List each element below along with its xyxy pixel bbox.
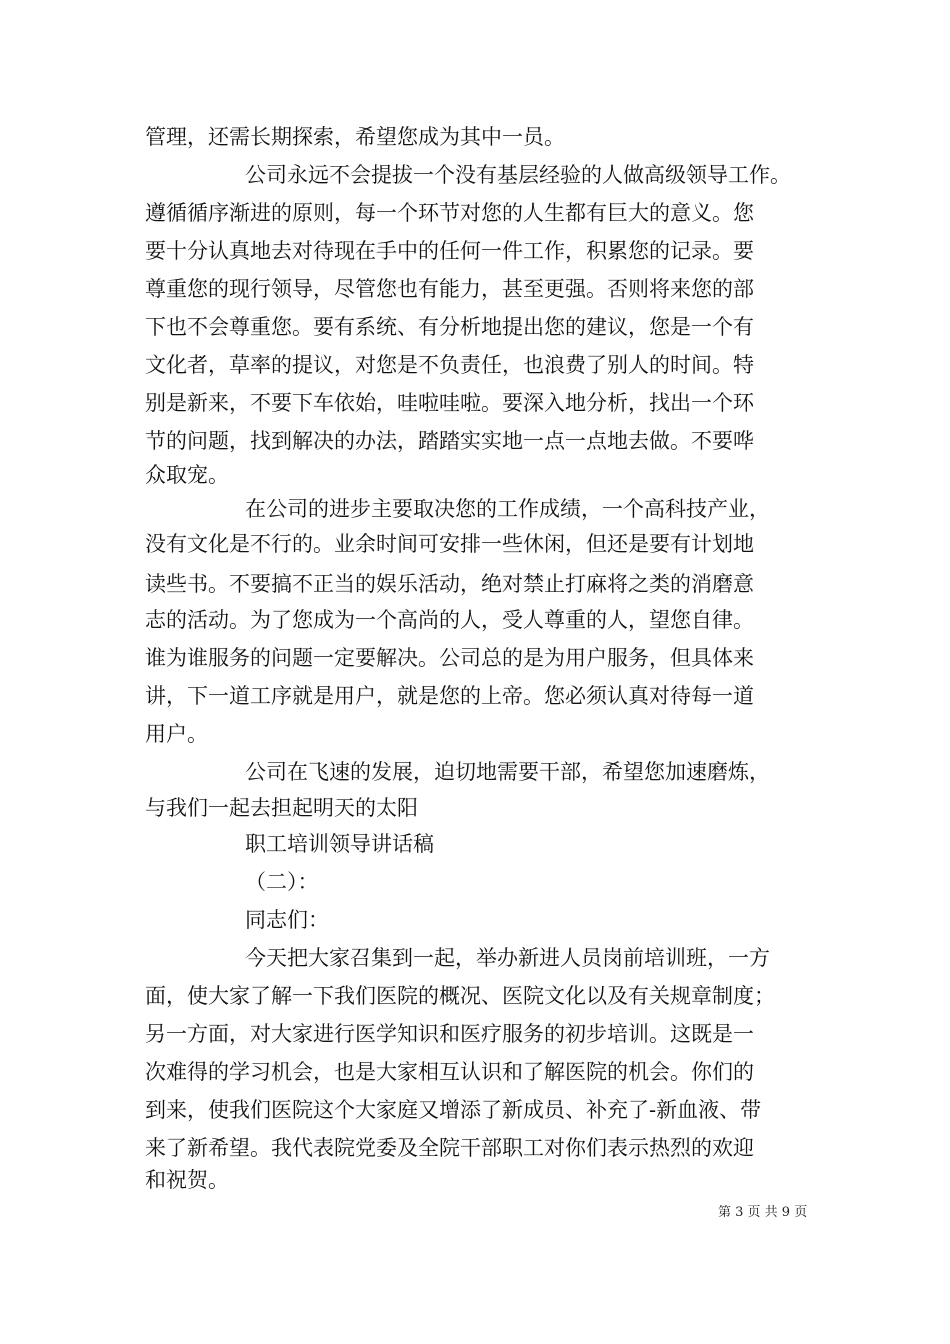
text-line: 没有文化是不行的。业余时间可安排一些休闲，但还是要有计划地: [145, 532, 754, 556]
text-line: 志的活动。为了您成为一个高尚的人，受人尊重的人，望您自律。: [145, 608, 754, 632]
text-line: 遵循循序渐进的原则，每一个环节对您的人生都有巨大的意义。您: [145, 201, 754, 225]
text-line: 用户。: [145, 722, 208, 746]
text-line: 读些书。不要搞不正当的娱乐活动，绝对禁止打麻将之类的消磨意: [145, 572, 754, 596]
section-title: 职工培训领导讲话稿: [245, 832, 434, 856]
text-line: 和祝贺。: [145, 1168, 229, 1192]
text-line: 次难得的学习机会，也是大家相互认识和了解医院的机会。你们的: [145, 1060, 754, 1084]
salutation: 同志们：: [245, 908, 329, 932]
paragraph-start: 公司在飞速的发展，迫切地需要干部，希望您加速磨炼，: [245, 760, 770, 784]
text-line: 文化者，草率的提议，对您是不负责任，也浪费了别人的时间。特: [145, 353, 754, 377]
text-line: 到来，使我们医院这个大家庭又增添了新成员、补充了-新血液、带: [145, 1098, 762, 1122]
text-line: 面，使大家了解一下我们医院的概况、医院文化以及有关规章制度；: [145, 984, 775, 1008]
text-line: 尊重您的现行领导，尽管您也有能力，甚至更强。否则将来您的部: [145, 277, 754, 301]
text-line: 要十分认真地去对待现在手中的任何一件工作，积累您的记录。要: [145, 239, 754, 263]
text-line: 讲，下一道工序就是用户，就是您的上帝。您必须认真对待每一道: [145, 684, 754, 708]
text-line: 来了新希望。我代表院党委及全院干部职工对你们表示热烈的欢迎: [145, 1136, 754, 1160]
section-number: （二）：: [245, 870, 319, 894]
text-line: 别是新来，不要下车依始，哇啦哇啦。要深入地分析，找出一个环: [145, 391, 754, 415]
page-number: 第 3 页 共 9 页: [718, 1205, 808, 1220]
text-line: 节的问题，找到解决的办法，踏踏实实地一点一点地去做。不要哗: [145, 429, 754, 453]
text-line: 与我们一起去担起明天的太阳: [145, 796, 418, 820]
text-line: 管理，还需长期探索，希望您成为其中一员。: [145, 125, 565, 149]
text-line: 另一方面，对大家进行医学知识和医疗服务的初步培训。这既是一: [145, 1022, 754, 1046]
text-line: 众取宠。: [145, 463, 229, 487]
paragraph-start: 公司永远不会提拔一个没有基层经验的人做高级领导工作。: [245, 163, 791, 187]
text-line: 谁为谁服务的问题一定要解决。公司总的是为用户服务，但具体来: [145, 646, 754, 670]
text-line: 下也不会尊重您。要有系统、有分析地提出您的建议，您是一个有: [145, 315, 754, 339]
paragraph-start: 在公司的进步主要取决您的工作成绩，一个高科技产业，: [245, 497, 770, 521]
paragraph-start: 今天把大家召集到一起，举办新进人员岗前培训班，一方: [245, 946, 770, 970]
